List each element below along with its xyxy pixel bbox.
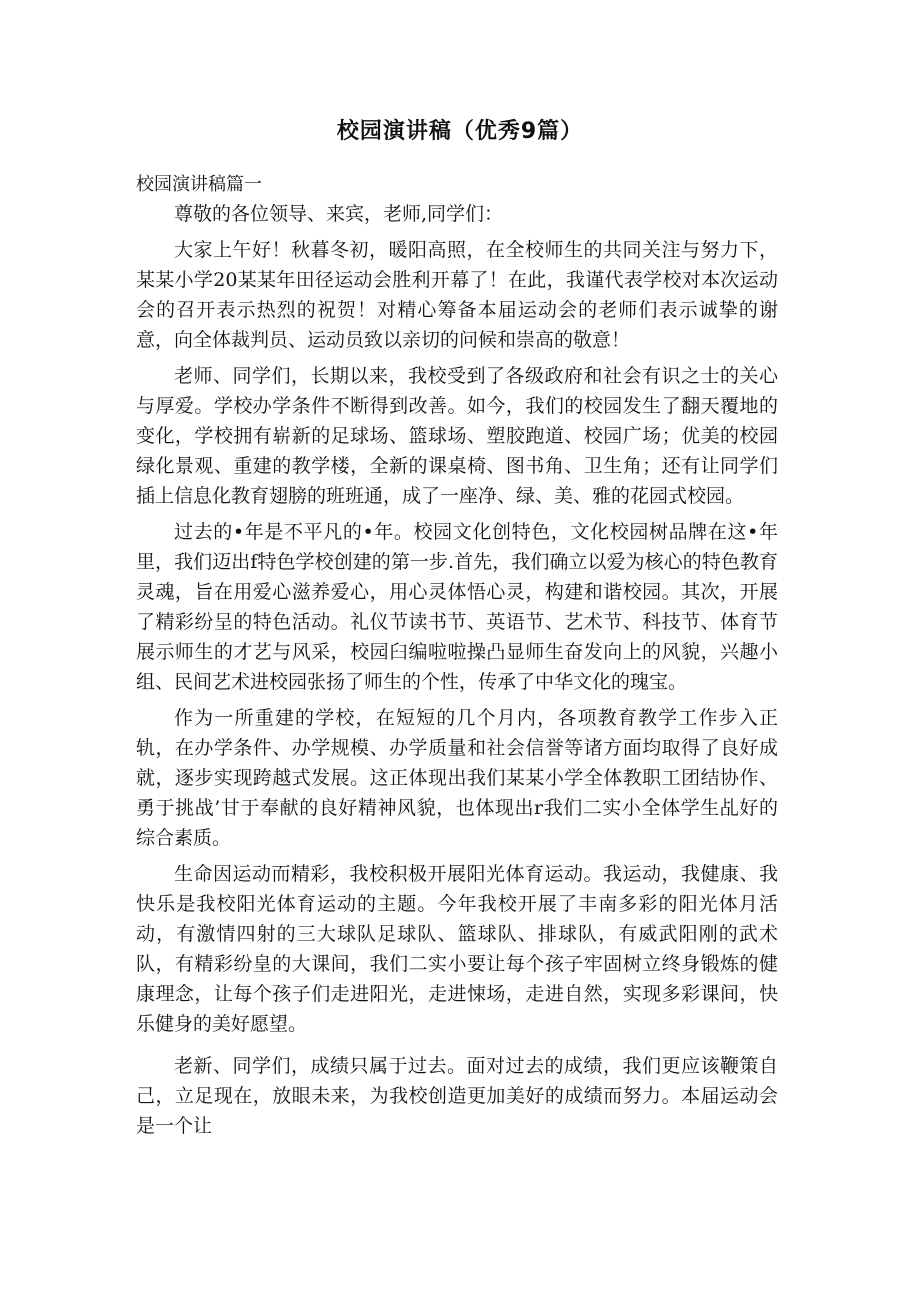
paragraph: 老师、同学们，长期以来，我校受到了各级政府和社会有识之士的关心与厚爱。学校办学条件不断得到改善。如今，我们的校园发生了翻天覆地的变化，学校拥有崭新的足球场、篮球场、塑胶跑道、校园广场；优美的校园绿化景观、重建的教学楼，全新的课桌椅、图书角、卫生角；还有让同学们插上信息化教育翅膀的班班通，成了一座净、绿、美、雅的花园式校园。 [136, 365, 778, 507]
paragraph-salutation: 尊敬的各位领导、来宾，老师,同学们： [174, 203, 504, 225]
paragraph: 过去的•年是不平凡的•年。校园文化创特色，文化校园树品牌在这•年里，我们迈出f特色学校创建的第一步.首先，我们确立以爱为核心的特色教育灵魂，旨在用爱心滋养爱心，用心灵体悟心灵，构建和谐校园。其次，开展了精彩纷呈的特色活动。礼仪节读书节、英语节、艺术节、科技节、体育节展示师生的才艺与风采，校园臼编啦啦操凸显师生奋发向上的风貌，兴趣小组、民间艺术进校园张扬了师生的个性，传承了中华文化的瑰宝。 [136, 521, 778, 693]
document-body [136, 199, 778, 1147]
paragraph: 作为一所重建的学校，在短短的几个月内，各项教育教学工作步入正轨，在办学条件、办学规模、办学质量和社会信誉等诸方面均取得了良好成就，逐步实现跨越式发展。这正体现出我们某某小学全体教职工团结协作、勇于挑战’甘于奉献的良好精神风貌，也体现出r我们二实小全体学生乩好的综合素质。 [136, 707, 778, 849]
section-heading: 校园演讲稿篇一 [136, 174, 262, 195]
paragraph: 生命因运动而精彩，我校积极开展阳光体育运动。我运动，我健康、我快乐是我校阳光体育运动的主题。今年我校开展了丰南多彩的阳光体月活动，有激情四射的三大球队足球队、篮球队、排球队，有威武阳刚的武术队，有精彩纷皇的大课间，我们二实小要让每个孩子牢固树立终身锻炼的健康理念，让每个孩子们走进阳光，走进悚场，走进自然，实现多彩课间，快乐健身的美好愿望。 [136, 863, 778, 1035]
paragraph: 大家上午好！秋暮冬初，暖阳高照，在全校师生的共同关注与努力下，某某小学20某某年田径运动会胜利开幕了！在此，我谨代表学校对本次运动会的召开表示热烈的祝贺！对精心筹备本届运动会的老师们表示诚挚的谢意，向全体裁判员、运动员致以亲切的问候和崇高的敬意！ [136, 239, 778, 351]
document-title: 校园演讲稿（优秀9篇） [336, 119, 584, 144]
paragraph: 老新、同学们，成绩只属于过去。面对过去的成绩，我们更应该鞭策自己，立足现在，放眼未来，为我校创造更加美好的成绩而努力。本届运动会是一个让 [136, 1055, 778, 1137]
